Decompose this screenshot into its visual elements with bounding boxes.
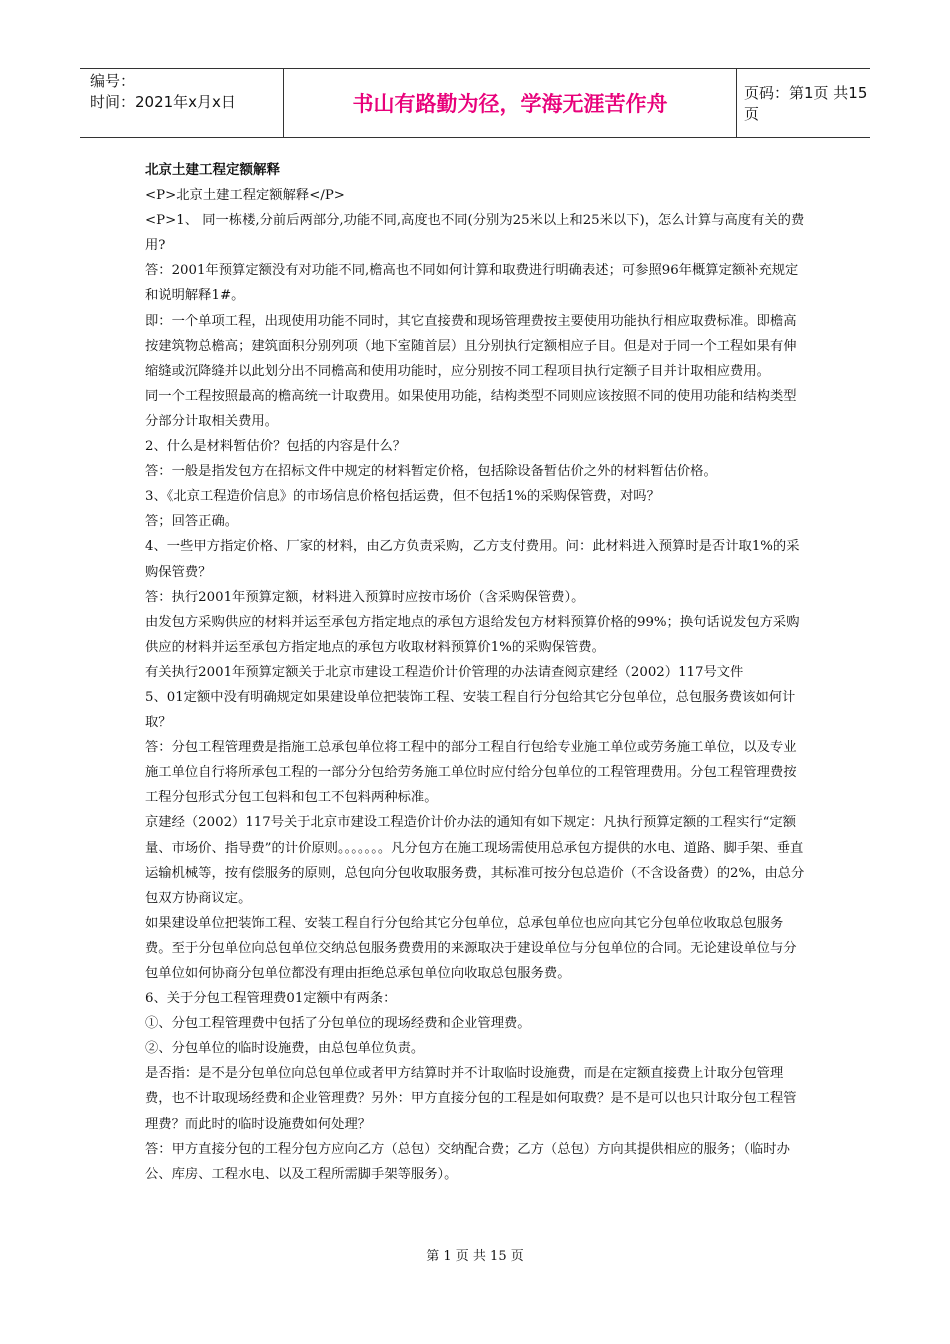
paragraph: 即：一个单项工程，出现使用功能不同时，其它直接费和现场管理费按主要使用功能执行相应取费标准。即檐高按建筑物总檐高；建筑面积分别列项（地下室随首层）且分别执行定额相应子目。但是对于同一个工程如果有伸缩缝或沉降缝并以此划分出不同檐高和使用功能时，应分别按不同工程项目执行定额子目并计取相应费用。	[145, 313, 797, 379]
header-motto: 书山有路勤为径，学海无涯苦作舟	[352, 92, 668, 116]
paragraph: ②、分包单位的临时设施费，由总包单位负责。	[145, 1041, 425, 1057]
document-number-label: 编号：	[90, 72, 136, 90]
paragraph: ①、分包工程管理费中包括了分包单位的现场经费和企业管理费。	[145, 1016, 531, 1032]
paragraph: 答：一般是指发包方在招标文件中规定的材料暂定价格，包括除设备暂估价之外的材料暂估价格。	[145, 464, 717, 480]
paragraph: 有关执行2001年预算定额关于北京市建设工程造价计价管理的办法请查阅京建经（2002）117号文件	[145, 664, 744, 680]
page-footer: 第 1 页 共 15 页	[426, 1249, 524, 1264]
paragraph: 由发包方采购供应的材料并运至承包方指定地点的承包方退给发包方材料预算价格的99%；换句话说发包方采购供应的材料并运至承包方指定地点的承包方收取材料预算价1%的采购保管费。	[145, 614, 800, 655]
paragraph: 如果建设单位把装饰工程、安装工程自行分包给其它分包单位，总承包单位也应向其它分包单位收取总包服务费。至于分包单位向总包单位交纳总包服务费费用的来源取决于建设单位与分包单位的合同。无论建设单位与分包单位如何协商分包单位都没有理由拒绝总承包单位向收取总包服务费。	[145, 915, 797, 981]
document-date-label: 时间：2021年x月x日	[90, 93, 236, 111]
document-title: 北京土建工程定额解释	[145, 162, 280, 178]
paragraph: 答：甲方直接分包的工程分包方应向乙方（总包）交纳配合费；乙方（总包）方向其提供相应的服务；（临时办公、库房、工程水电、以及工程所需脚手架等服务）。	[145, 1141, 790, 1182]
paragraph: 5、01定额中没有明确规定如果建设单位把装饰工程、安装工程自行分包给其它分包单位，总包服务费该如何计取？	[145, 689, 796, 731]
paragraph: 4、一些甲方指定价格、厂家的材料，由乙方负责采购，乙方支付费用。问：此材料进入预算时是否计取1%的采购保管费？	[145, 539, 800, 580]
paragraph: 2、什么是材料暂估价？包括的内容是什么？	[145, 439, 407, 455]
paragraph: 答：执行2001年预算定额，材料进入预算时应按市场价（含采购保管费）。	[145, 589, 585, 605]
paragraph: 3、《北京工程造价信息》的市场信息价格包括运费，但不包括1%的采购保管费，对吗？	[145, 489, 660, 505]
page-header	[80, 68, 870, 138]
header-meta	[80, 69, 283, 139]
paragraph: 同一个工程按照最高的檐高统一计取费用。如果使用功能，结构类型不同则应该按照不同的使用功能和结构类型分部分计取相关费用。	[145, 388, 797, 429]
paragraph: 答：2001年预算定额没有对功能不同,檐高也不同如何计算和取费进行明确表述；可参照96年概算定额补充规定和说明解释1#。	[145, 263, 799, 304]
document-body	[145, 158, 805, 1187]
paragraph: <P>1、 同一栋楼,分前后两部分,功能不同,高度也不同(分别为25米以上和25米以下)，怎么计算与高度有关的费用?	[145, 213, 805, 254]
paragraph: 京建经（2002）117号关于北京市建设工程造价计价办法的通知有如下规定：凡执行预算定额的工程实行“定额量、市场价、指导费”的计价原则。。。。。。。凡分包方在施工现场需使用总承包方提供的水电、道路、脚手架、垂直运输机械等，按有偿服务的原则，总包向分包收取服务费，其标准可按分包总造价（不含设备费）的2%，由总分包双方协商议定。	[145, 815, 805, 906]
paragraph: 6、关于分包工程管理费01定额中有两条：	[145, 991, 397, 1007]
paragraph: <P>北京土建工程定额解释</P>	[145, 188, 345, 204]
header-page-info: 页码：第1页 共15页	[744, 84, 868, 123]
header-motto-cell	[283, 69, 737, 137]
paragraph: 答；回答正确。	[145, 514, 239, 530]
paragraph: 答：分包工程管理费是指施工总承包单位将工程中的部分工程自行包给专业施工单位或劳务施工单位，以及专业施工单位自行将所承包工程的一部分分包给劳务施工单位时应付给分包单位的工程管理费用。分包工程管理费按工程分包形式分包工包料和包工不包料两种标准。	[145, 740, 797, 806]
paragraph-list	[145, 183, 805, 1187]
paragraph: 是否指：是不是分包单位向总包单位或者甲方结算时并不计取临时设施费，而是在定额直接费上计取分包管理费，也不计取现场经费和企业管理费？另外：甲方直接分包的工程是如何取费？是不是可以也只计取分包工程管理费？而此时的临时设施费如何处理？	[145, 1066, 797, 1132]
